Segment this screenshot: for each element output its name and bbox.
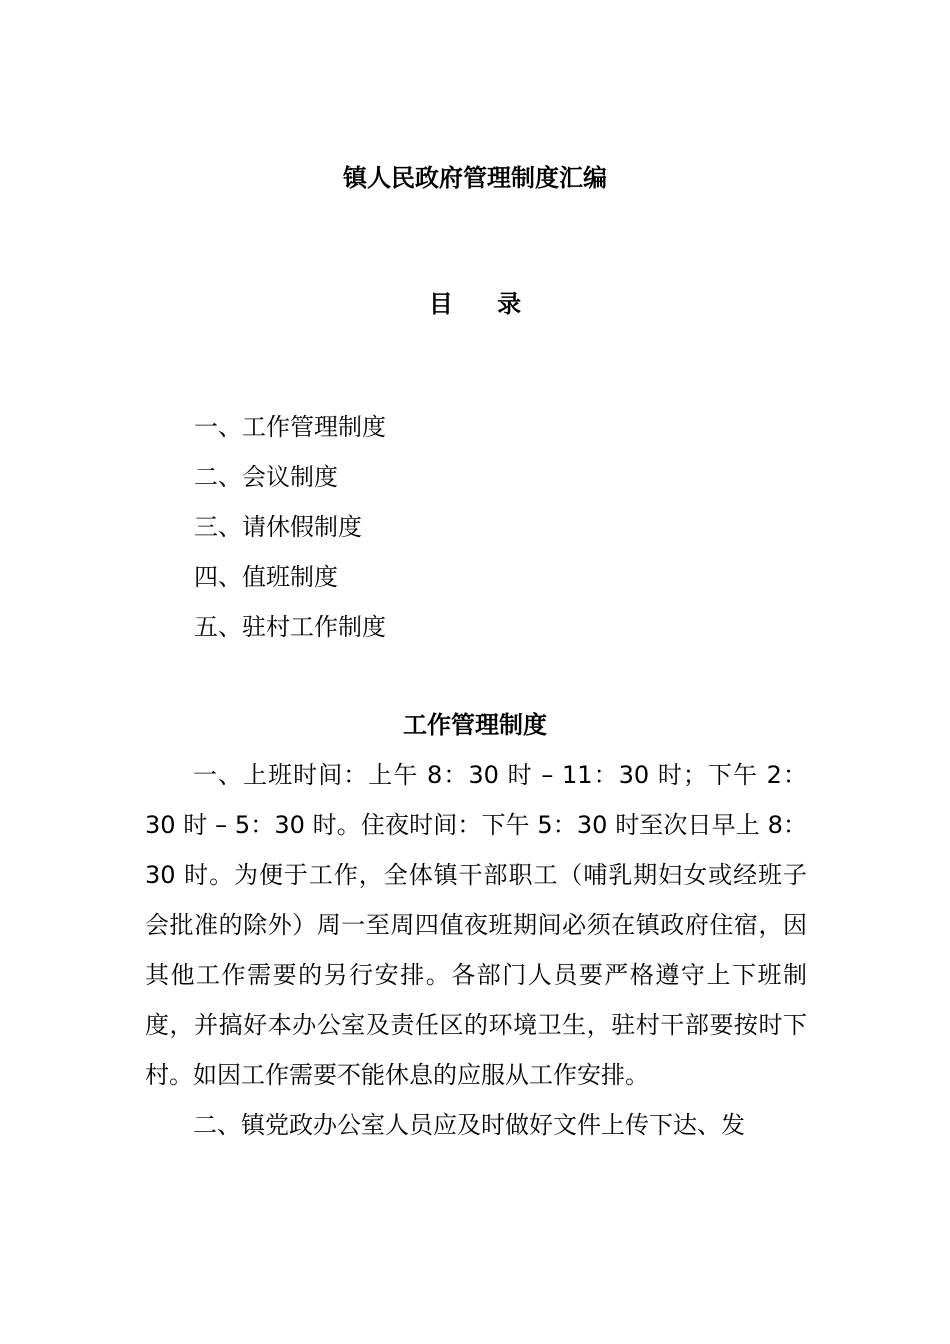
toc-item: 三、请休假制度 [194, 513, 362, 541]
document-title: 镇人民政府管理制度汇编 [343, 164, 607, 192]
toc-item: 二、会议制度 [194, 463, 338, 491]
table-of-contents [194, 402, 386, 652]
paragraph: 二、镇党政办公室人员应及时做好文件上传下达、发 [193, 1111, 745, 1139]
body-text [145, 750, 807, 1150]
toc-heading: 目 录 [428, 290, 540, 318]
section-title: 工作管理制度 [403, 711, 547, 739]
toc-item: 一、工作管理制度 [194, 413, 386, 441]
paragraph: 一、上班时间：上午 8：30 时 – 11：30 时；下午 2：30 时 – 5：30 时。住夜时间：下午 5：30 时至次日早上 8：30 时。为便于工作，全体镇干部职工（哺乳期妇女或经班子会批准的除外）周一至周四值夜班期间必须在镇政府住宿，因其他工作需要的另行安排。各部门人员要严格遵守上下班制度，并搞好本办公室及责任区的环境卫生，驻村干部要按时下村。如因工作需要不能休息的应服从工作安排。 [145, 761, 807, 1089]
toc-item: 四、值班制度 [194, 563, 338, 591]
toc-item: 五、驻村工作制度 [194, 613, 386, 641]
